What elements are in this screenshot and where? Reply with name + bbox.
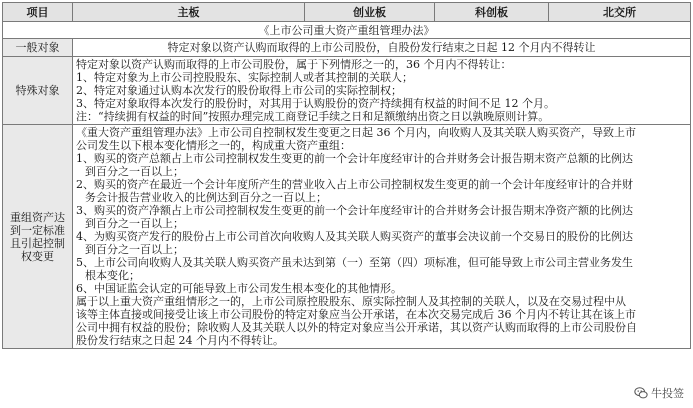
regulation-table: [2, 2, 691, 349]
restructuring-content: [73, 125, 691, 349]
general-text: 特定对象以资产认购而取得的上市公司股份，自股份发行结束之日起 12 个月内不得转让: [73, 39, 691, 57]
restructuring-line: 根本变化；: [85, 269, 140, 282]
restructuring-line: 4、为购买资产发行的股份占上市公司首次向收购人及其关联人购买资产的董事会决议前一个交易日的股份的比例达: [76, 230, 633, 243]
special-line: 2、特定对象通过认购本次发行的股份取得上市公司的实际控制权；: [76, 84, 402, 97]
restructuring-label: [3, 125, 73, 349]
restructuring-line: 5、上市公司向收购人及其关联人购买资产虽未达到第（一）至第（四）项标准，但可能导致上市公司主营业务发生: [76, 256, 633, 269]
special-row: [3, 57, 691, 125]
restructuring-label-line: 权变更: [21, 249, 54, 263]
special-line: 3、特定对象取得本次发行的股份时，对其用于认购股份的资产持续拥有权益的时间不足 12 个月。: [76, 97, 555, 110]
special-line: 1、特定对象为上市公司控股股东、实际控制人或者其控制的关联人；: [76, 71, 413, 84]
watermark-text: 牛投签: [651, 387, 684, 400]
restructuring-line: 股份发行结束之日起 24 个月内不得转让。: [76, 334, 284, 347]
restructuring-line: 《重大资产重组管理办法》上市公司自控制权发生变更之日起 36 个月内，向收购人及其关联人购买资产，导致上市: [76, 126, 636, 139]
restructuring-line: 到百分之一百以上；: [85, 243, 184, 256]
wechat-icon: [634, 386, 648, 400]
watermark: [631, 384, 687, 402]
restructuring-line: 务会计报告营业收入的比例达到百分之一百以上；: [85, 191, 327, 204]
general-label: 一般对象: [3, 39, 73, 57]
restructuring-line: 到百分之一百以上；: [85, 165, 184, 178]
restructuring-line: 该等主体直接或间接受让该上市公司股份的特定对象应当公开承诺，在本次交易完成后 36 个月内不转让其在该上市: [76, 308, 636, 321]
restructuring-line: 2、购买的资产在最近一个会计年度所产生的营业收入占上市公司控制权发生变更的前一个会计年度经审计的合并财: [76, 178, 633, 191]
restructuring-row: [3, 125, 691, 349]
special-line: 特定对象以资产认购而取得的上市公司股份，属于下列情形之一的，36 个月内不得转让：: [76, 58, 512, 71]
restructuring-line: 属于以上重大资产重组情形之一的，上市公司原控股股东、原实际控制人及其控制的关联人，以及在交易过程中从: [76, 295, 626, 308]
restructuring-line: 3、购买的资产净额占上市公司控制权发生变更的前一个会计年度经审计的合并财务会计报告期末净资产额的比例达: [76, 204, 633, 217]
restructuring-label-line: 且引起控制: [10, 236, 65, 250]
restructuring-label-line: 到一定标准: [10, 223, 65, 237]
restructuring-line: 1、购买的资产总额占上市公司控制权发生变更的前一个会计年度经审计的合并财务会计报告期末资产总额的比例达: [76, 152, 633, 165]
restructuring-line: 6、中国证监会认定的可能导致上市公司发生根本变化的其他情形。: [76, 282, 402, 295]
special-note: 注：“持续拥有权益的时间”按照办理完成工商登记手续之日和足额缴纳出资之日以孰晚原则计算。: [76, 110, 550, 123]
header-main-board: 主板: [73, 3, 305, 22]
header-item: 项目: [3, 3, 73, 22]
restructuring-line: 公司发生以下根本变化情形之一的，构成重大资产重组：: [76, 139, 351, 152]
special-label: 特殊对象: [3, 57, 73, 125]
restructuring-line: 到百分之一百以上；: [85, 217, 184, 230]
header-star: 科创板: [435, 3, 549, 22]
special-content: [73, 57, 691, 125]
regulation-title: 《上市公司重大资产重组管理办法》: [3, 22, 691, 39]
restructuring-line: 公司中拥有权益的股份；除收购人及其关联人以外的特定对象应当公开承诺，其以资产认购而取得的上市公司股份自: [76, 321, 637, 334]
header-chinext: 创业板: [305, 3, 435, 22]
general-row: [3, 39, 691, 57]
header-row: [3, 3, 691, 22]
regulation-title-row: [3, 22, 691, 39]
restructuring-label-line: 重组资产达: [10, 210, 65, 224]
header-bse: 北交所: [549, 3, 691, 22]
